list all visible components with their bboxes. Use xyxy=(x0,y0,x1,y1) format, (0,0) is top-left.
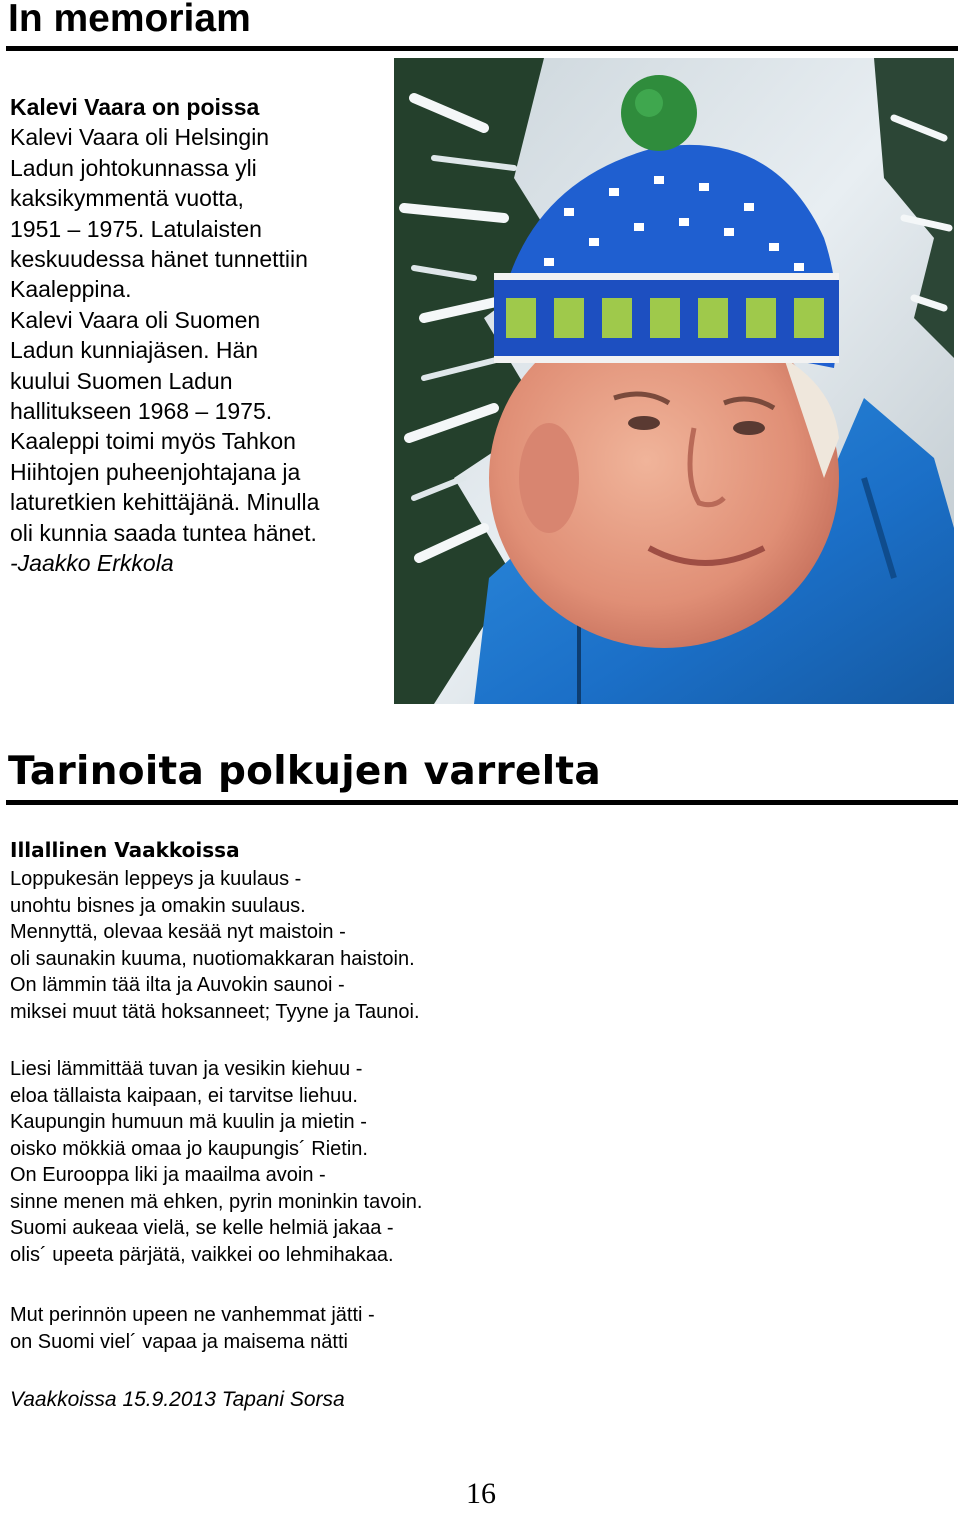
poem-line: oli saunakin kuuma, nuotiomakkaran haistoin. xyxy=(10,947,415,970)
memoriam-line: kuului Suomen Ladun xyxy=(10,367,233,394)
memoriam-line: Ladun johtokunnassa yli xyxy=(10,154,257,181)
poem-title: Illallinen Vaakkoissa xyxy=(10,838,240,862)
memoriam-line: Kaaleppi toimi myös Tahkon xyxy=(10,428,296,455)
memoriam-line: Kaaleppina. xyxy=(10,276,132,303)
memoriam-signature: -Jaakko Erkkola xyxy=(10,550,174,577)
portrait-photo-icon xyxy=(394,58,954,704)
poem-signature: Vaakkoissa 15.9.2013 Tapani Sorsa xyxy=(10,1388,345,1411)
poem-line: eloa tällaista kaipaan, ei tarvitse liehuu. xyxy=(10,1084,358,1107)
memoriam-line: Kalevi Vaara oli Helsingin xyxy=(10,124,270,151)
poem-line: on Suomi viel´ vapaa ja maisema nätti xyxy=(10,1330,348,1353)
memoriam-line: hallitukseen 1968 – 1975. xyxy=(10,398,273,425)
poem-line: Mennyttä, olevaa kesää nyt maistoin - xyxy=(10,921,346,943)
memoriam-line: keskuudessa hänet tunnettiin xyxy=(10,246,308,273)
section-title: Tarinoita polkujen varrelta xyxy=(8,749,601,794)
poem-line: Kaupungin humuun mä kuulin ja mietin - xyxy=(10,1111,367,1133)
memoriam-article xyxy=(10,92,385,579)
memoriam-line: Ladun kunniajäsen. Hän xyxy=(10,337,259,364)
poem-line: Loppukesän leppeys ja kuulaus - xyxy=(10,868,302,890)
title-rule xyxy=(6,46,958,51)
poem-line: miksei muut tätä hoksanneet; Tyyne ja Taunoi. xyxy=(10,1000,420,1023)
poem-line: Liesi lämmittää tuvan ja vesikin kiehuu - xyxy=(10,1058,363,1080)
section-rule xyxy=(6,800,958,805)
poem-stanza-3 xyxy=(10,1302,375,1355)
poem-stanza-2 xyxy=(10,1056,422,1268)
poem-line: Mut perinnön upeen ne vanhemmat jätti - xyxy=(10,1304,375,1326)
poem-stanza-1 xyxy=(10,866,420,1025)
memoriam-line: kaksikymmentä vuotta, xyxy=(10,185,244,212)
memoriam-heading: Kalevi Vaara on poissa xyxy=(10,94,260,120)
poem-line: Suomi aukeaa vielä, se kelle helmiä jakaa - xyxy=(10,1217,394,1239)
memoriam-line: laturetkien kehittäjänä. Minulla xyxy=(10,489,320,516)
poem-line: On lämmin tää ilta ja Auvokin saunoi - xyxy=(10,974,345,996)
poem-line: olis´ upeeta pärjätä, vaikkei oo lehmihakaa. xyxy=(10,1243,394,1266)
page-title: In memoriam xyxy=(8,0,251,40)
portrait-photo xyxy=(394,58,954,704)
page-number: 16 xyxy=(466,1477,496,1510)
poem-line: On Eurooppa liki ja maailma avoin - xyxy=(10,1164,326,1186)
memoriam-line: Hiihtojen puheenjohtajana ja xyxy=(10,458,301,485)
poem-line: unohtu bisnes ja omakin suulaus. xyxy=(10,894,306,917)
memoriam-line: 1951 – 1975. Latulaisten xyxy=(10,215,262,242)
memoriam-line: oli kunnia saada tuntea hänet. xyxy=(10,519,317,546)
memoriam-line: Kalevi Vaara oli Suomen xyxy=(10,306,261,333)
poem-line: oisko mökkiä omaa jo kaupungis´ Rietin. xyxy=(10,1137,368,1160)
poem-line: sinne menen mä ehken, pyrin moninkin tavoin. xyxy=(10,1190,423,1213)
